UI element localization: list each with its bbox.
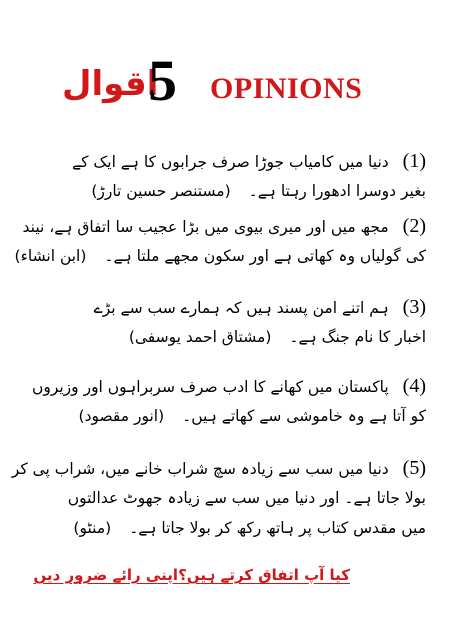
quote-number: (5) <box>402 457 426 479</box>
title-number: 5 <box>148 48 177 113</box>
quote-author: (مستنصر حسین تارڑ) <box>91 182 231 200</box>
quote-author: (ابن انشاء) <box>14 247 87 265</box>
quote-text: بغیر دوسرا ادھورا رہتا ہے۔ <box>248 182 426 200</box>
quote-line <box>28 483 426 513</box>
quote-author: (مشتاق احمد یوسفی) <box>128 328 272 346</box>
quote-author: (منٹو) <box>73 519 112 537</box>
quote-text: ہم اتنے امن پسند ہیں کہ ہمارے سب سے بڑے <box>93 299 389 317</box>
quote-2 <box>14 211 426 271</box>
footer-question: کیا آپ اتفاق کرتے ہیں؟ <box>178 566 350 584</box>
quote-3 <box>28 292 426 352</box>
quote-line <box>28 401 426 431</box>
quote-4 <box>28 371 426 431</box>
quote-text: دنیا میں کامیاب جوڑا صرف جرابوں کا ہے ایک کے <box>72 153 389 171</box>
quote-line <box>14 241 426 271</box>
quote-line <box>28 371 426 401</box>
english-title: OPINIONS <box>210 72 363 105</box>
page-footer <box>0 566 450 590</box>
quote-line <box>28 322 426 352</box>
quote-number: (3) <box>402 296 426 318</box>
page-header <box>0 48 450 118</box>
quote-text: بولا جاتا ہے۔ اور دنیا میں سب سے زیادہ جھوٹ عدالتوں <box>67 489 426 507</box>
quote-text: دنیا میں سب سے زیادہ سچ شراب خانے میں، شراب پی کر <box>11 460 389 478</box>
quote-author: (انور مقصود) <box>78 407 165 425</box>
quote-line <box>28 513 426 543</box>
quote-text: کی گولیاں وہ کھاتی ہے اور سکون مجھے ملتا ہے۔ <box>104 247 426 265</box>
quote-text: مجھ میں اور میری بیوی میں بڑا عجیب سا اتفاق ہے، نیند <box>22 218 389 236</box>
quote-number: (1) <box>402 150 426 172</box>
quote-number: (2) <box>402 215 426 237</box>
quote-line <box>28 292 426 322</box>
quote-line <box>22 211 426 241</box>
quote-number: (4) <box>402 375 426 397</box>
quote-line <box>28 146 426 176</box>
footer-request: اپنی رائے ضرور دیں <box>33 566 178 584</box>
quote-text: پاکستان میں کھانے کا ادب صرف سربراہوں اور وزیروں <box>31 378 389 396</box>
urdu-title: اقوال <box>62 64 159 104</box>
quote-text: اخبار کا نام جنگ ہے۔ <box>289 328 426 346</box>
quote-1 <box>28 146 426 206</box>
quote-text: میں مقدس کتاب پر ہاتھ رکھ کر بولا جاتا ہے۔ <box>129 519 426 537</box>
quote-text: کو آتا ہے وہ خاموشی سے کھاتے ہیں۔ <box>182 407 426 425</box>
quote-5 <box>11 453 426 543</box>
quote-line <box>28 176 426 206</box>
quote-line <box>11 453 426 483</box>
